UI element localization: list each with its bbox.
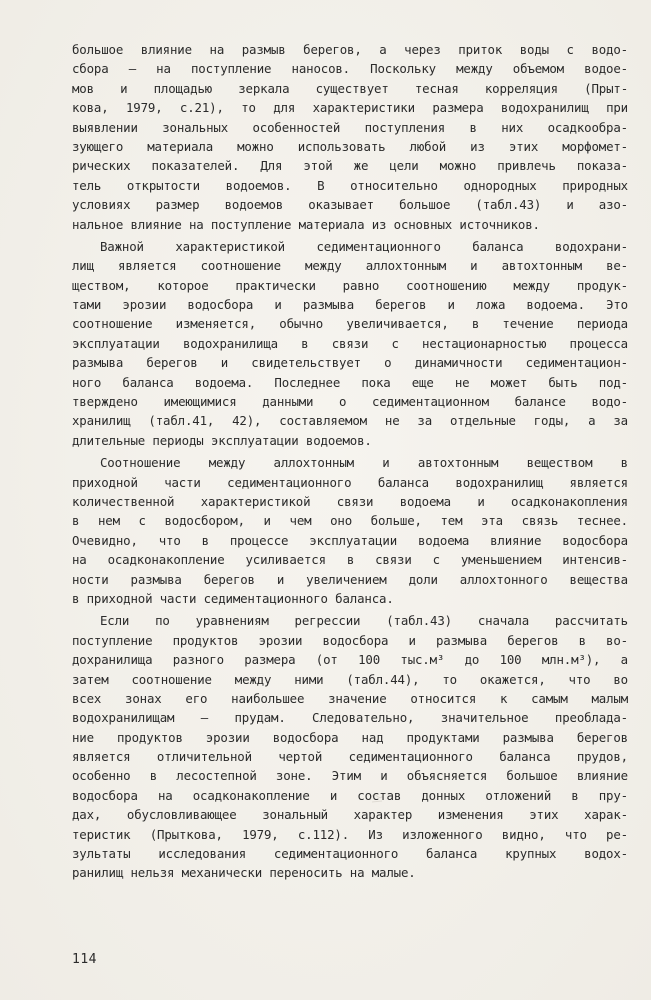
text-line: Очевидно, что в процессе эксплуатации водоема влияние водосбора bbox=[72, 532, 628, 548]
text-line: поступление продуктов эрозии водосбора и размыва берегов в во- bbox=[72, 632, 628, 648]
text-line: ществом, которое практически равно соотношению между продук- bbox=[72, 277, 628, 293]
text-line: тами эрозии водосбора и размыва берегов и ложа водоема. Это bbox=[72, 297, 628, 313]
text-line: хранилищ (табл.41, 42), составляемом не за отдельные годы, а за bbox=[72, 413, 628, 429]
text-line: дах, обусловливающее зональный характер изменения этих харак- bbox=[72, 807, 628, 823]
text-line: в нем с водосбором, и чем оно больше, тем эта связь теснее. bbox=[72, 513, 628, 529]
text-line: затем соотношение между ними (табл.44), то окажется, что во bbox=[72, 671, 628, 687]
text-line: сбора – на поступление наносов. Поскольку между объемом водое- bbox=[72, 61, 628, 77]
text-line: Важной характеристикой седиментационного баланса водохрани- bbox=[100, 238, 628, 254]
text-line: зультаты исследования седиментационного баланса крупных водох- bbox=[72, 846, 628, 862]
text-line: эксплуатации водохранилища в связи с нестационарностью процесса bbox=[72, 335, 628, 351]
text-line: приходной части седиментационного баланса водохранилищ является bbox=[72, 474, 628, 490]
text-line: тель открытости водоемов. В относительно однородных природных bbox=[72, 177, 628, 193]
text-line: ранилищ нельзя механически переносить на малые. bbox=[72, 865, 416, 881]
text-line: мов и площадью зеркала существует тесная корреляция (Прыт- bbox=[72, 80, 628, 96]
text-line: длительные периоды эксплуатации водоемов. bbox=[72, 432, 372, 448]
text-line: зующего материала можно использовать любой из этих морфомет- bbox=[72, 138, 628, 154]
text-line: ности размыва берегов и увеличением доли аллохтонного вещества bbox=[72, 571, 628, 587]
text-line: кова, 1979, с.21), то для характеристики размера водохранилищ при bbox=[72, 100, 628, 116]
body-text bbox=[72, 40, 628, 883]
text-line: большое влияние на размыв берегов, а через приток воды с водо- bbox=[72, 42, 628, 57]
text-line: Соотношение между аллохтонным и автохтонным веществом в bbox=[100, 455, 628, 471]
text-line: рических показателей. Для этой же цели можно привлечь показа- bbox=[72, 158, 628, 174]
text-line: ние продуктов эрозии водосбора над продуктами размыва берегов bbox=[72, 729, 628, 745]
text-line: теристик (Прыткова, 1979, с.112). Из изложенного видно, что ре- bbox=[72, 826, 628, 842]
paragraph bbox=[72, 237, 628, 450]
text-line: на осадконакопление усиливается в связи с уменьшением интенсив- bbox=[72, 552, 628, 568]
text-line: всех зонах его наибольшее значение относится к самым малым bbox=[72, 690, 628, 706]
text-line: в приходной части седиментационного баланса. bbox=[72, 590, 394, 606]
paragraph bbox=[72, 40, 628, 234]
text-line: водохранилищам – прудам. Следовательно, значительное преоблада- bbox=[72, 710, 628, 726]
page-number: 114 bbox=[72, 952, 97, 967]
paragraph bbox=[72, 453, 628, 608]
text-line: особенно в лесостепной зоне. Этим и объясняется большое влияние bbox=[72, 768, 628, 784]
text-line: дохранилища разного размера (от 100 тыс.м³ до 100 млн.м³), а bbox=[72, 652, 628, 668]
text-line: соотношение изменяется, обычно увеличивается, в течение периода bbox=[72, 316, 628, 332]
text-line: Если по уравнениям регрессии (табл.43) сначала рассчитать bbox=[100, 613, 628, 629]
text-line: ного баланса водоема. Последнее пока еще не может быть под- bbox=[72, 374, 628, 390]
text-line: тверждено имеющимися данными о седиментационном балансе водо- bbox=[72, 394, 628, 410]
faint-stamp-mark bbox=[368, 790, 386, 804]
text-line: является отличительной чертой седиментационного баланса прудов, bbox=[72, 749, 628, 765]
paragraph bbox=[72, 611, 628, 882]
text-line: нальное влияние на поступление материала из основных источников. bbox=[72, 216, 540, 232]
text-line: выявлении зональных особенностей поступления в них осадкообра- bbox=[72, 119, 628, 135]
text-line: условиях размер водоемов оказывает большое (табл.43) и азо- bbox=[72, 197, 628, 213]
text-line: лищ является соотношение между аллохтонным и автохтонным ве- bbox=[72, 258, 628, 274]
text-line: водосбора на осадконакопление и состав донных отложений в пру- bbox=[72, 787, 628, 803]
text-line: размыва берегов и свидетельствует о динамичности седиментацион- bbox=[72, 355, 628, 371]
text-line: количественной характеристикой связи водоема и осадконакопления bbox=[72, 493, 628, 509]
